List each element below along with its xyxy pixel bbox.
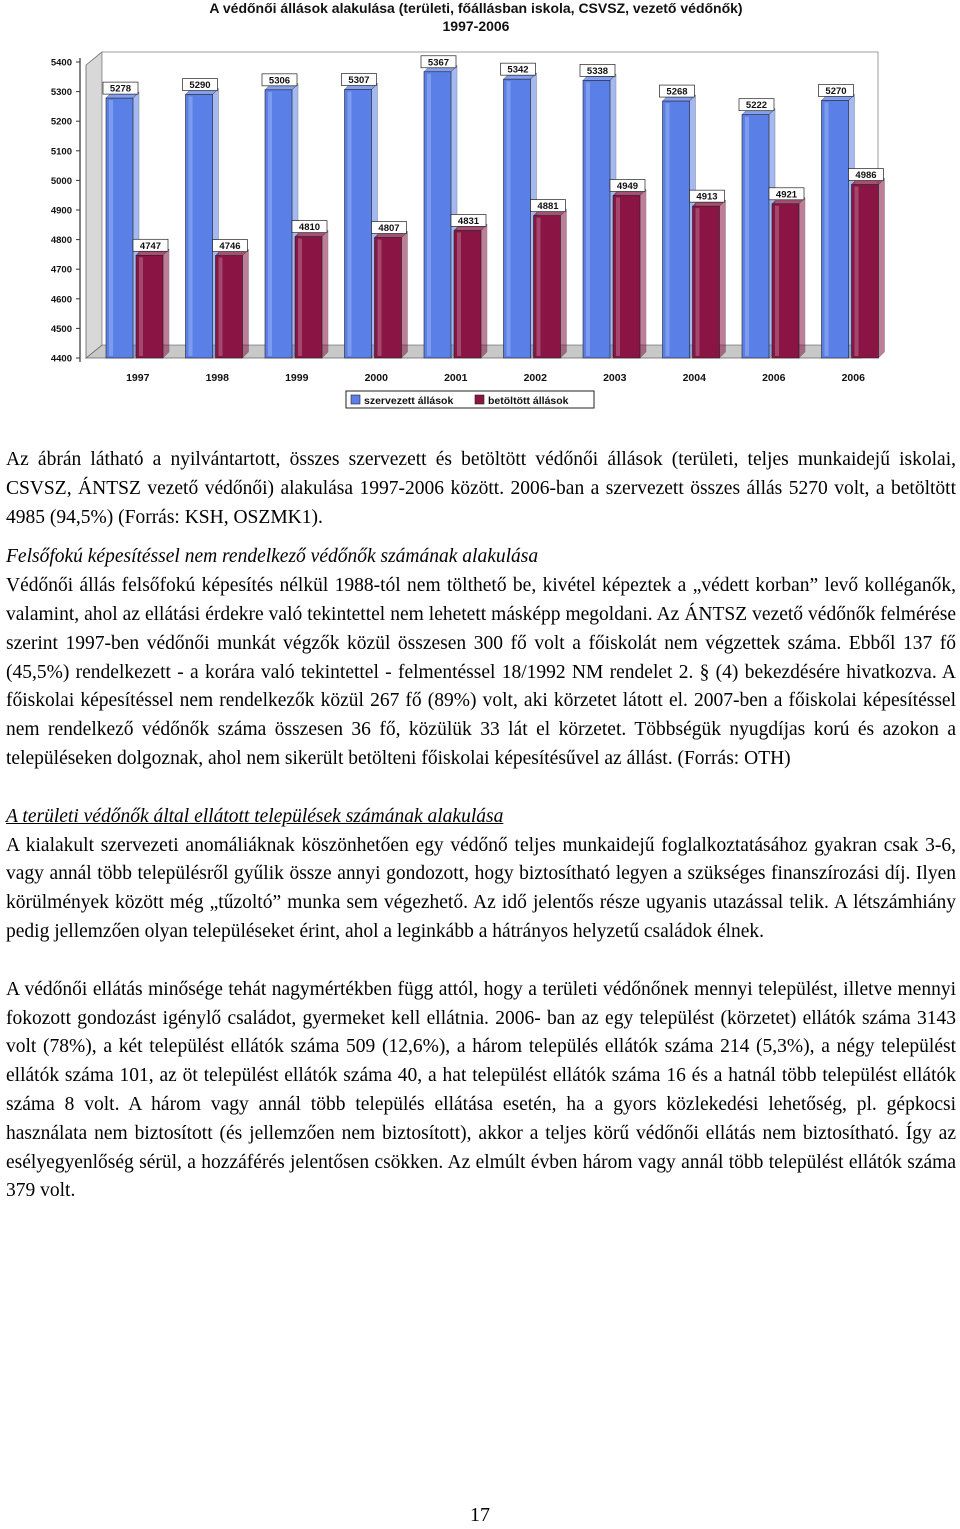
svg-text:5307: 5307 [348,75,370,87]
data-label-betoltott-6 [610,179,645,192]
svg-text:4913: 4913 [696,191,718,203]
bar-2003-betoltott [613,189,646,358]
data-label-betoltott-8 [769,188,804,201]
legend [346,391,594,408]
data-label-betoltott-4 [451,214,486,227]
legend-swatch-2 [475,395,484,404]
paragraph-1: Védőnői állás felsőfokú képesítés nélkül 1988-tól nem tölthető be, kivétel képeztek a „védett korban” levő kolléganők, valamint, ahol az ellátási érdekre való tekintettel nem lehetett másképp megoldani. Az ÁNTSZ vezető védőnők felmérése szerint 1997-ben védőnői munkát végzők közül összesen 300 fő volt a főiskolát nem végzettek száma. Ebből 137 fő (45,5%) rendelkezett - a korára való tekintettel - felmentéssel 18/1992 NM rendelet 2. § (4) bekezdésére hivatkozva. A főiskolai képesítéssel nem rendelkezők közül 267 fő (89%) volt, aki körzetet látott el. 2007-ben a főiskolai képesítéssel nem rendelkező védőnők száma összesen 36 fő, közülük 33 lát el körzetet. Többségük nyugdíjas korú és azokon a településeken dolgoznak, ahol nem sikerült betölteni főiskolai képesítésűvel az állást. (Forrás: OTH) [6,575,956,769]
x-tick-label-9: 2006 [841,372,865,384]
bar-2000-betoltott [375,232,408,358]
legend-label-2: betöltött állások [488,395,569,407]
x-tick-label-5: 2002 [523,372,547,384]
data-label-szervezett-6 [580,64,615,77]
x-tick-label-1: 1998 [205,372,229,384]
data-label-betoltott-9 [849,169,884,182]
svg-text:4746: 4746 [219,241,241,253]
y-tick-label-10: 5400 [50,57,72,69]
bar-1998-betoltott [216,250,249,358]
bar-2003-szervezett [583,74,616,358]
svg-text:5367: 5367 [427,57,450,69]
svg-text:5342: 5342 [507,64,529,76]
y-tick-label-2: 4600 [50,294,72,306]
bar-2006-szervezett [822,94,855,358]
y-tick-label-3: 4700 [50,264,72,276]
y-tick-label-5: 4900 [50,205,72,217]
svg-text:4810: 4810 [298,222,321,234]
y-tick-label-8: 5200 [50,116,72,128]
svg-text:5222: 5222 [745,100,768,112]
svg-text:5306: 5306 [268,75,291,87]
y-tick-label-4: 4800 [50,235,72,247]
x-axis [126,372,865,384]
svg-text:4807: 4807 [378,223,400,235]
y-tick-label-9: 5300 [50,87,72,99]
paragraph-3: A védőnői ellátás minősége tehát nagymértékben függ attól, hogy a területi védőnőnek mennyi települést, illetve mennyi fokozott gondozást igénylő családot, gyermeket kell ellátnia. 2006- ban az egy települést (körzetet) ellátók száma 3143 volt (78%), a két települést ellátók száma 509 (12,6%), a három település ellátók száma 214 (5,3%), a négy települést ellátók száma 101, az öt települést ellátók száma 40, a hat települést ellátók száma 16 és a hatnál több települést ellátók száma 8 volt. A három vagy annál több település ellátása esetén, ha a gyors közlekedési lehetőség, pl. gépkocsi használata nem biztosított (és jellemzően nem biztosított), akkor a teljes körű védőnői ellátás nem biztosítható. Így az esélyegyenlőség sérül, a hozzáférés jelentősen csökken. Az elmúlt évben három vagy annál több települést ellátók száma 379 volt. [6,978,956,1202]
section-heading-1: Felsőfokú képesítéssel nem rendelkező védőnők számának alakulása [6,546,539,568]
x-tick-label-2: 1999 [285,372,309,384]
bar-2006-betoltott [852,179,885,358]
data-label-szervezett-8 [739,99,774,112]
data-label-szervezett-0 [103,82,138,95]
data-label-szervezett-9 [819,84,854,97]
y-tick-label-0: 4400 [50,353,72,365]
bar-2004-szervezett [663,95,696,358]
chart-title-line1: A védőnői állások alakulása (területi, főállásban iskola, CSVSZ, vezető védőnők) [209,0,743,16]
data-label-szervezett-3 [342,74,377,87]
y-tick-label-1: 4500 [50,323,72,335]
svg-text:4881: 4881 [537,201,559,213]
legend-label-1: szervezett állások [364,395,454,407]
data-label-betoltott-0 [133,239,168,252]
bar-2006-szervezett [742,109,775,358]
data-label-betoltott-5 [531,200,566,213]
x-tick-label-8: 2006 [762,372,786,384]
data-label-betoltott-3 [372,222,407,235]
bar-2000-szervezett [345,84,378,358]
bar-chart [0,0,960,420]
y-tick-label-7: 5100 [50,146,72,158]
section-heading-2: A területi védőnők által ellátott települések számának alakulása [6,805,504,827]
chart-title-line2: 1997-2006 [442,18,510,34]
y-tick-label-6: 5000 [50,175,72,187]
bar-2002-szervezett [504,73,537,358]
svg-text:4986: 4986 [855,170,877,182]
bar-1998-szervezett [186,89,219,358]
data-label-szervezett-2 [262,74,297,87]
bar-1999-betoltott [295,231,328,358]
bar-1997-betoltott [136,249,169,358]
bar-2004-betoltott [693,200,726,358]
svg-text:4949: 4949 [616,180,639,192]
x-tick-label-7: 2004 [682,372,706,384]
data-label-betoltott-1 [213,240,248,253]
x-tick-label-6: 2003 [603,372,627,384]
legend-swatch-1 [351,395,360,404]
intro-paragraph: Az ábrán látható a nyilvántartott, összes szervezett és betöltött védőnői állások (területi, teljes munkaidejű iskolai, CSVSZ, ÁNTSZ vezető védőnői) alakulása 1997-2006 között. 2006-ban a szervezett összes állás 5270 volt, a betöltött 4985 (94,5%) (Forrás: KSH, OSZMK1). [6,449,956,528]
bar-2006-betoltott [772,198,805,358]
svg-text:5338: 5338 [586,65,609,77]
paragraph-2: A kialakult szervezeti anomáliáknak köszönhetően egy védőnő teljes munkaidejű foglalkoztatásához gyakran csak 3-6, vagy annál több településről gyűlik össze annyi gondozott, hogy biztosítható legyen a szükséges finanszírozási díj. Ilyen körülmények között még „tűzoltó” munka sem végezhető. Az idő jelentős része ugyanis utazással telik. A létszámhiány pedig jellemzően olyan településeket érint, ahol a leginkább a hátrányos helyzetű családok élnek. [6,834,956,942]
body-text [6,446,956,1206]
svg-text:4747: 4747 [139,240,162,252]
bar-1997-szervezett [106,92,139,358]
data-label-szervezett-1 [183,79,218,92]
svg-text:5290: 5290 [189,80,211,92]
svg-text:4831: 4831 [457,215,480,227]
data-label-betoltott-7 [690,190,725,203]
x-tick-label-0: 1997 [126,372,150,384]
data-label-betoltott-2 [292,221,327,234]
svg-text:5270: 5270 [825,85,847,97]
bar-2002-betoltott [534,210,567,358]
svg-text:5268: 5268 [666,86,688,98]
data-label-szervezett-7 [660,85,695,98]
x-tick-label-3: 2000 [364,372,388,384]
svg-text:4921: 4921 [775,189,798,201]
svg-text:5278: 5278 [109,83,132,95]
page-number: 17 [470,1504,490,1526]
bar-2001-betoltott [454,224,487,358]
data-label-szervezett-4 [421,56,456,68]
x-tick-label-4: 2001 [444,372,468,384]
bar-2001-szervezett [424,66,457,358]
data-label-szervezett-5 [501,63,536,76]
y-axis [51,58,80,365]
